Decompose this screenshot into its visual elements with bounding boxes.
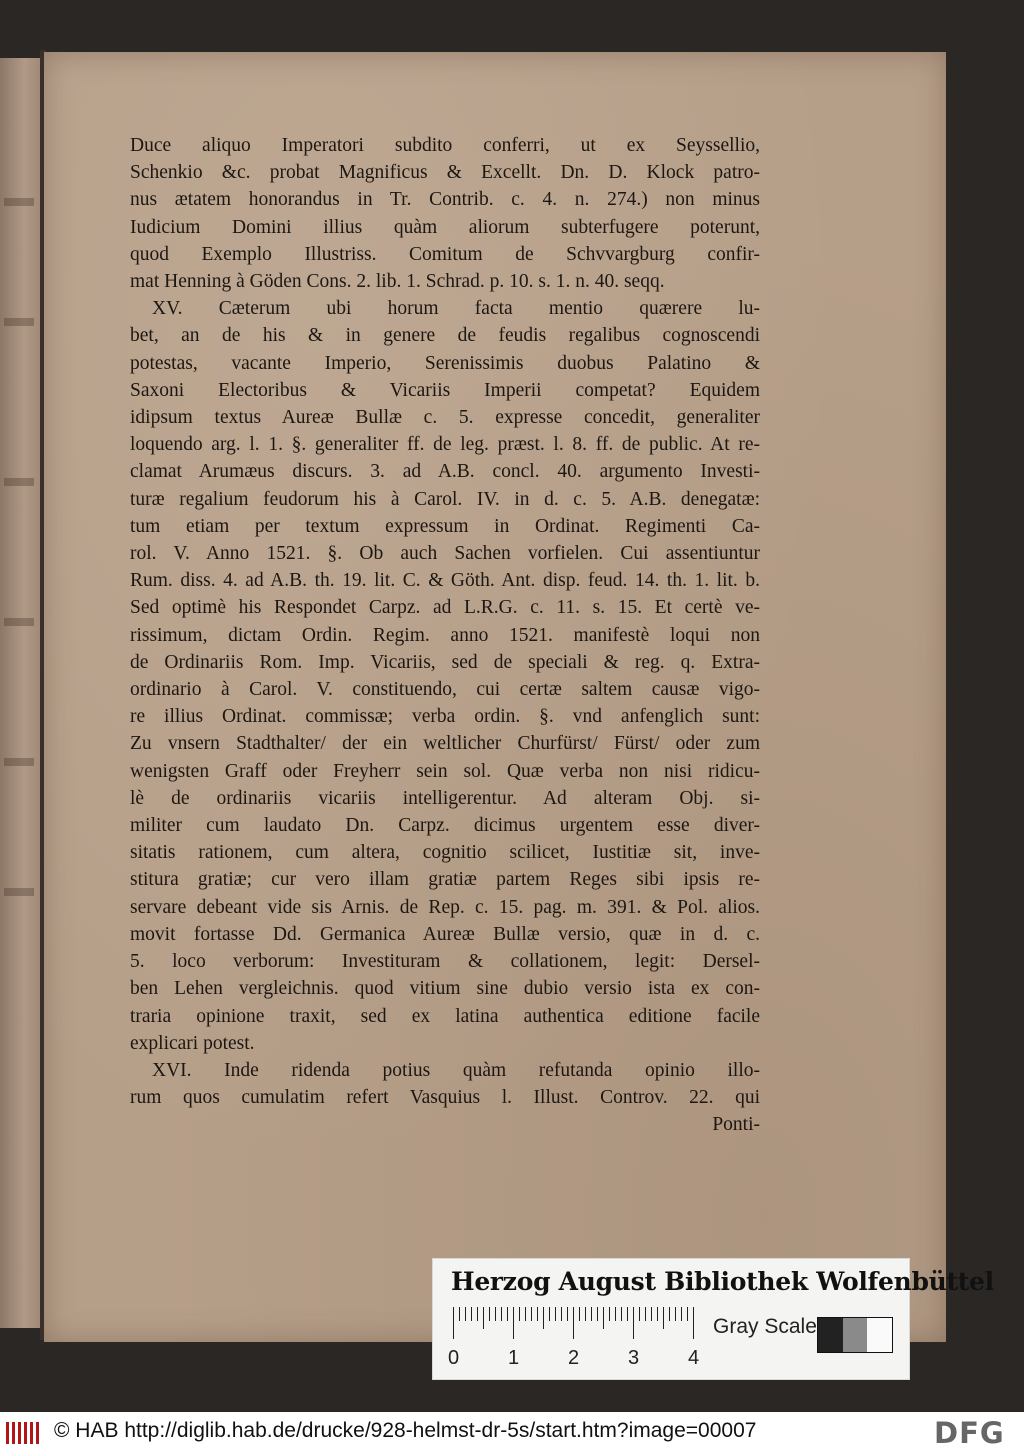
measurement-ruler	[448, 1307, 700, 1369]
ruler-tick	[483, 1307, 484, 1329]
ruler-tick	[597, 1307, 598, 1321]
ruler-number: 3	[628, 1347, 640, 1369]
ruler-number: 1	[508, 1347, 520, 1369]
text-line: loquendo arg. l. 1. §. generaliter ff. de leg. præst. l. 8. ff. de public. At re-	[130, 434, 760, 456]
swatch-dark	[818, 1318, 843, 1352]
text-line: Sed optimè his Respondet Carpz. ad L.R.G. c. 11. s. 15. Et certè ve-	[130, 597, 760, 619]
text-line: sitatis rationem, cum altera, cognitio scilicet, Iustitiæ sit, inve-	[130, 842, 760, 864]
ruler-tick	[585, 1307, 586, 1321]
text-line: bet, an de his & in genere de feudis regalibus cognoscendi	[130, 325, 760, 347]
ruler-tick	[525, 1307, 526, 1321]
ruler-tick	[465, 1307, 466, 1321]
ruler-tick	[543, 1307, 544, 1329]
text-line: quod Exemplo Illustriss. Comitum de Schvvargburg confir-	[130, 243, 760, 265]
hab-logo-icon	[6, 1422, 42, 1444]
text-line: militer cum laudato Dn. Carpz. dicimus urgentem esse diver-	[130, 815, 760, 837]
swatch-mid	[843, 1318, 868, 1352]
text-line: traria opinione traxit, sed ex latina authentica editione facile	[130, 1005, 760, 1027]
text-line: wenigsten Graff oder Freyherr sein sol. Quæ verba non nisi ridicu-	[130, 760, 760, 782]
text-line: Rum. diss. 4. ad A.B. th. 19. lit. C. & Göth. Ant. disp. feud. 14. th. 1. lit. b.	[130, 570, 760, 592]
text-line: Iudicium Domini illius quàm aliorum subterfugere poterunt,	[130, 216, 760, 238]
ruler-tick	[675, 1307, 676, 1321]
ruler-tick	[573, 1307, 574, 1339]
gray-scale-label: Gray Scale	[713, 1315, 817, 1338]
text-line: Duce aliquo Imperatori subdito conferri, ut ex Seyssellio,	[130, 135, 760, 156]
ruler-tick	[693, 1307, 694, 1339]
previous-page-edge	[0, 58, 44, 1328]
ruler-tick	[615, 1307, 616, 1321]
ruler-tick	[513, 1307, 514, 1339]
library-color-chart	[432, 1258, 994, 1380]
footer-bar	[0, 1412, 1024, 1452]
ruler-tick	[669, 1307, 670, 1321]
ruler-tick	[603, 1307, 604, 1329]
ruler-tick	[501, 1307, 502, 1321]
ruler-tick	[537, 1307, 538, 1321]
text-line: movit fortasse Dd. Germanica Aureæ Bullæ versio, quæ in d. c.	[130, 923, 760, 945]
text-line: stitura gratiæ; cur vero illam gratiæ partem Reges sibi ipsis re-	[130, 869, 760, 891]
ruler-tick	[663, 1307, 664, 1329]
text-line: rissimum, dictam Ordin. Regim. anno 1521. manifestè loqui non	[130, 624, 760, 646]
text-line: 5. loco verborum: Investituram & collationem, legit: Dersel-	[130, 951, 760, 973]
text-line: de Ordinariis Rom. Imp. Vicariis, sed de speciali & reg. q. Extra-	[130, 651, 760, 673]
text-line: Ponti-	[712, 1114, 760, 1136]
ruler-tick	[687, 1307, 688, 1321]
text-line: Saxoni Electoribus & Vicariis Imperii competat? Equidem	[130, 379, 760, 401]
ruler-tick	[639, 1307, 640, 1321]
text-line: ordinario à Carol. V. constituendo, cui certæ saltem causæ vigo-	[130, 679, 760, 701]
ruler-tick	[591, 1307, 592, 1321]
text-line: Zu vnsern Stadthalter/ der ein weltlicher Churfürst/ Fürst/ oder zum	[130, 733, 760, 755]
ruler-tick	[645, 1307, 646, 1321]
page-text	[130, 132, 760, 1139]
ruler-tick	[459, 1307, 460, 1321]
ruler-tick	[477, 1307, 478, 1321]
ruler-tick	[651, 1307, 652, 1321]
text-line: tum etiam per textum expressum in Ordinat. Regimenti Ca-	[130, 515, 760, 537]
scanned-page	[44, 52, 946, 1342]
ruler-tick	[531, 1307, 532, 1321]
ruler-tick	[633, 1307, 634, 1339]
ruler-tick	[489, 1307, 490, 1321]
text-line: re illius Ordinat. commissæ; verba ordin. §. vnd anfenglich sunt:	[130, 706, 760, 728]
text-line: mat Henning à Göden Cons. 2. lib. 1. Schrad. p. 10. s. 1. n. 40. seqq.	[130, 271, 665, 293]
text-line: rum quos cumulatim refert Vasquius l. Illust. Controv. 22. qui	[130, 1087, 760, 1109]
ruler-tick	[561, 1307, 562, 1321]
ruler-number: 0	[448, 1347, 460, 1369]
ruler-tick	[657, 1307, 658, 1321]
text-line: nus ætatem honorandus in Tr. Contrib. c. 4. n. 274.) non minus	[130, 189, 760, 211]
ruler-number: 2	[568, 1347, 580, 1369]
dfg-logo: DFG	[934, 1416, 1005, 1450]
text-line: lè de ordinariis vicariis intelligerentur. Ad alteram Obj. si-	[130, 787, 760, 809]
library-name: Herzog August Bibliothek Wolfenbüttel	[451, 1267, 994, 1296]
ruler-tick	[519, 1307, 520, 1321]
copyright-url-link[interactable]: © HAB http://diglib.hab.de/drucke/928-helmst-dr-5s/start.htm?image=00007	[54, 1419, 757, 1442]
ruler-tick	[549, 1307, 550, 1321]
text-line: turæ regalium feudorum his à Carol. IV. in d. c. 5. A.B. denegatæ:	[130, 488, 760, 510]
ruler-tick	[579, 1307, 580, 1321]
text-line: XV. Cæterum ubi horum facta mentio quærere lu-	[152, 298, 760, 320]
ruler-tick	[621, 1307, 622, 1321]
ruler-tick	[567, 1307, 568, 1321]
ruler-number: 4	[688, 1347, 700, 1369]
ruler-tick	[495, 1307, 496, 1321]
text-line: servare debeant vide sis Arnis. de Rep. c. 15. pag. m. 391. & Pol. alios.	[130, 896, 760, 918]
text-line: idipsum textus Aureæ Bullæ c. 5. expresse concedit, generaliter	[130, 407, 760, 429]
text-line: XVI. Inde ridenda potius quàm refutanda opinio illo-	[152, 1059, 760, 1081]
gray-scale-swatches	[817, 1317, 893, 1353]
text-line: potestas, vacante Imperio, Serenissimis duobus Palatino &	[130, 352, 760, 374]
ruler-tick	[453, 1307, 454, 1339]
ruler-tick	[555, 1307, 556, 1321]
swatch-light	[867, 1318, 892, 1352]
text-line: explicari potest.	[130, 1032, 255, 1054]
ruler-tick	[507, 1307, 508, 1321]
ruler-tick	[609, 1307, 610, 1321]
text-line: rol. V. Anno 1521. §. Ob auch Sachen vorfielen. Cui assentiuntur	[130, 543, 760, 565]
ruler-tick	[627, 1307, 628, 1321]
text-line: ben Lehen vergleichnis. quod vitium sine dubio versio ista ex con-	[130, 978, 760, 1000]
ruler-tick	[471, 1307, 472, 1321]
ruler-tick	[681, 1307, 682, 1321]
text-line: clamat Arumæus discurs. 3. ad A.B. concl. 40. argumento Investi-	[130, 461, 760, 483]
text-line: Schenkio &c. probat Magnificus & Excellt. Dn. D. Klock patro-	[130, 162, 760, 184]
